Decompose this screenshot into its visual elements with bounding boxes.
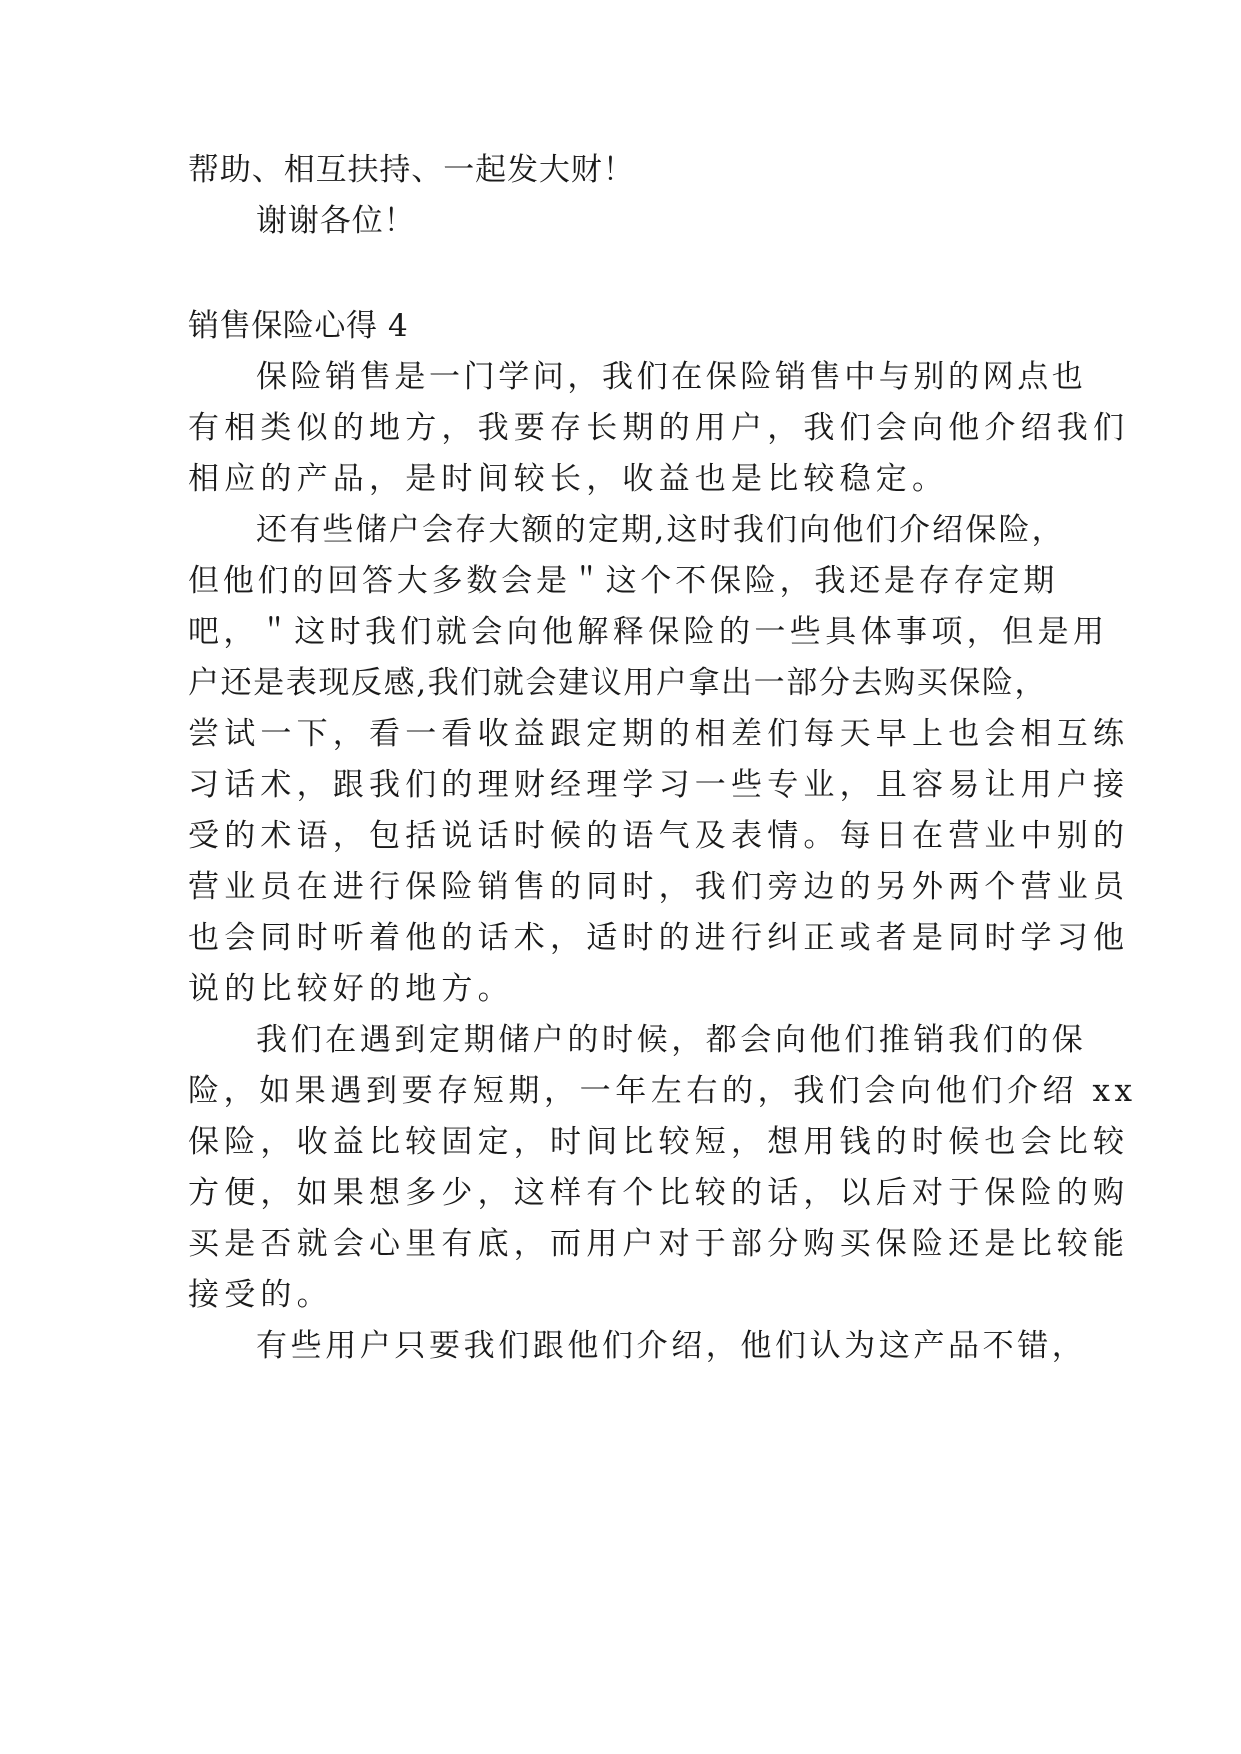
paragraph-line: 我们在遇到定期储户的时候，都会向他们推销我们的保 (256, 1022, 1087, 1058)
paragraph-line: 相应的产品，是时间较长，收益也是比较稳定。 (188, 461, 949, 497)
paragraph-line: 买是否就会心里有底，而用户对于部分购买保险还是比较能 (188, 1226, 1130, 1262)
text-line: 谢谢各位！ (256, 203, 416, 239)
paragraph-line: 说的比较好的地方。 (188, 971, 514, 1007)
paragraph-line: 保险，收益比较固定，时间比较短，想用钱的时候也会比较 (188, 1124, 1130, 1160)
paragraph-line: 习话术，跟我们的理财经理学习一些专业，且容易让用户接 (188, 767, 1130, 803)
paragraph-line: 但他们的回答大多数会是＂这个不保险，我还是存存定期 (188, 563, 1058, 599)
paragraph-line: 有相类似的地方，我要存长期的用户，我们会向他介绍我们 (188, 410, 1130, 446)
paragraph-line: 也会同时听着他的话术，适时的进行纠正或者是同时学习他 (188, 920, 1130, 956)
paragraph-line: 接受的。 (188, 1277, 333, 1313)
text-line: 帮助、相互扶持、一起发大财！ (188, 152, 635, 188)
paragraph-line: 有些用户只要我们跟他们介绍，他们认为这产品不错， (256, 1328, 1087, 1364)
paragraph-line: 吧，＂这时我们就会向他解释保险的一些具体事项，但是用 (188, 614, 1109, 650)
paragraph-line: 受的术语，包括说话时候的语气及表情。每日在营业中别的 (188, 818, 1130, 854)
paragraph-line: 方便，如果想多少，这样有个比较的话，以后对于保险的购 (188, 1175, 1130, 1211)
paragraph-line: 营业员在进行保险销售的同时，我们旁边的另外两个营业员 (188, 869, 1130, 905)
paragraph-line: 户还是表现反感,我们就会建议用户拿出一部分去购买保险， (188, 665, 1048, 701)
paragraph-line: 保险销售是一门学问，我们在保险销售中与别的网点也 (256, 359, 1087, 395)
section-heading: 销售保险心得 4 (188, 308, 409, 344)
paragraph-line: 还有些储户会存大额的定期,这时我们向他们介绍保险， (256, 512, 1065, 548)
paragraph-line: 尝试一下，看一看收益跟定期的相差们每天早上也会相互练 (188, 716, 1130, 752)
paragraph-line: 险，如果遇到要存短期，一年左右的，我们会向他们介绍 xx (188, 1073, 1137, 1109)
